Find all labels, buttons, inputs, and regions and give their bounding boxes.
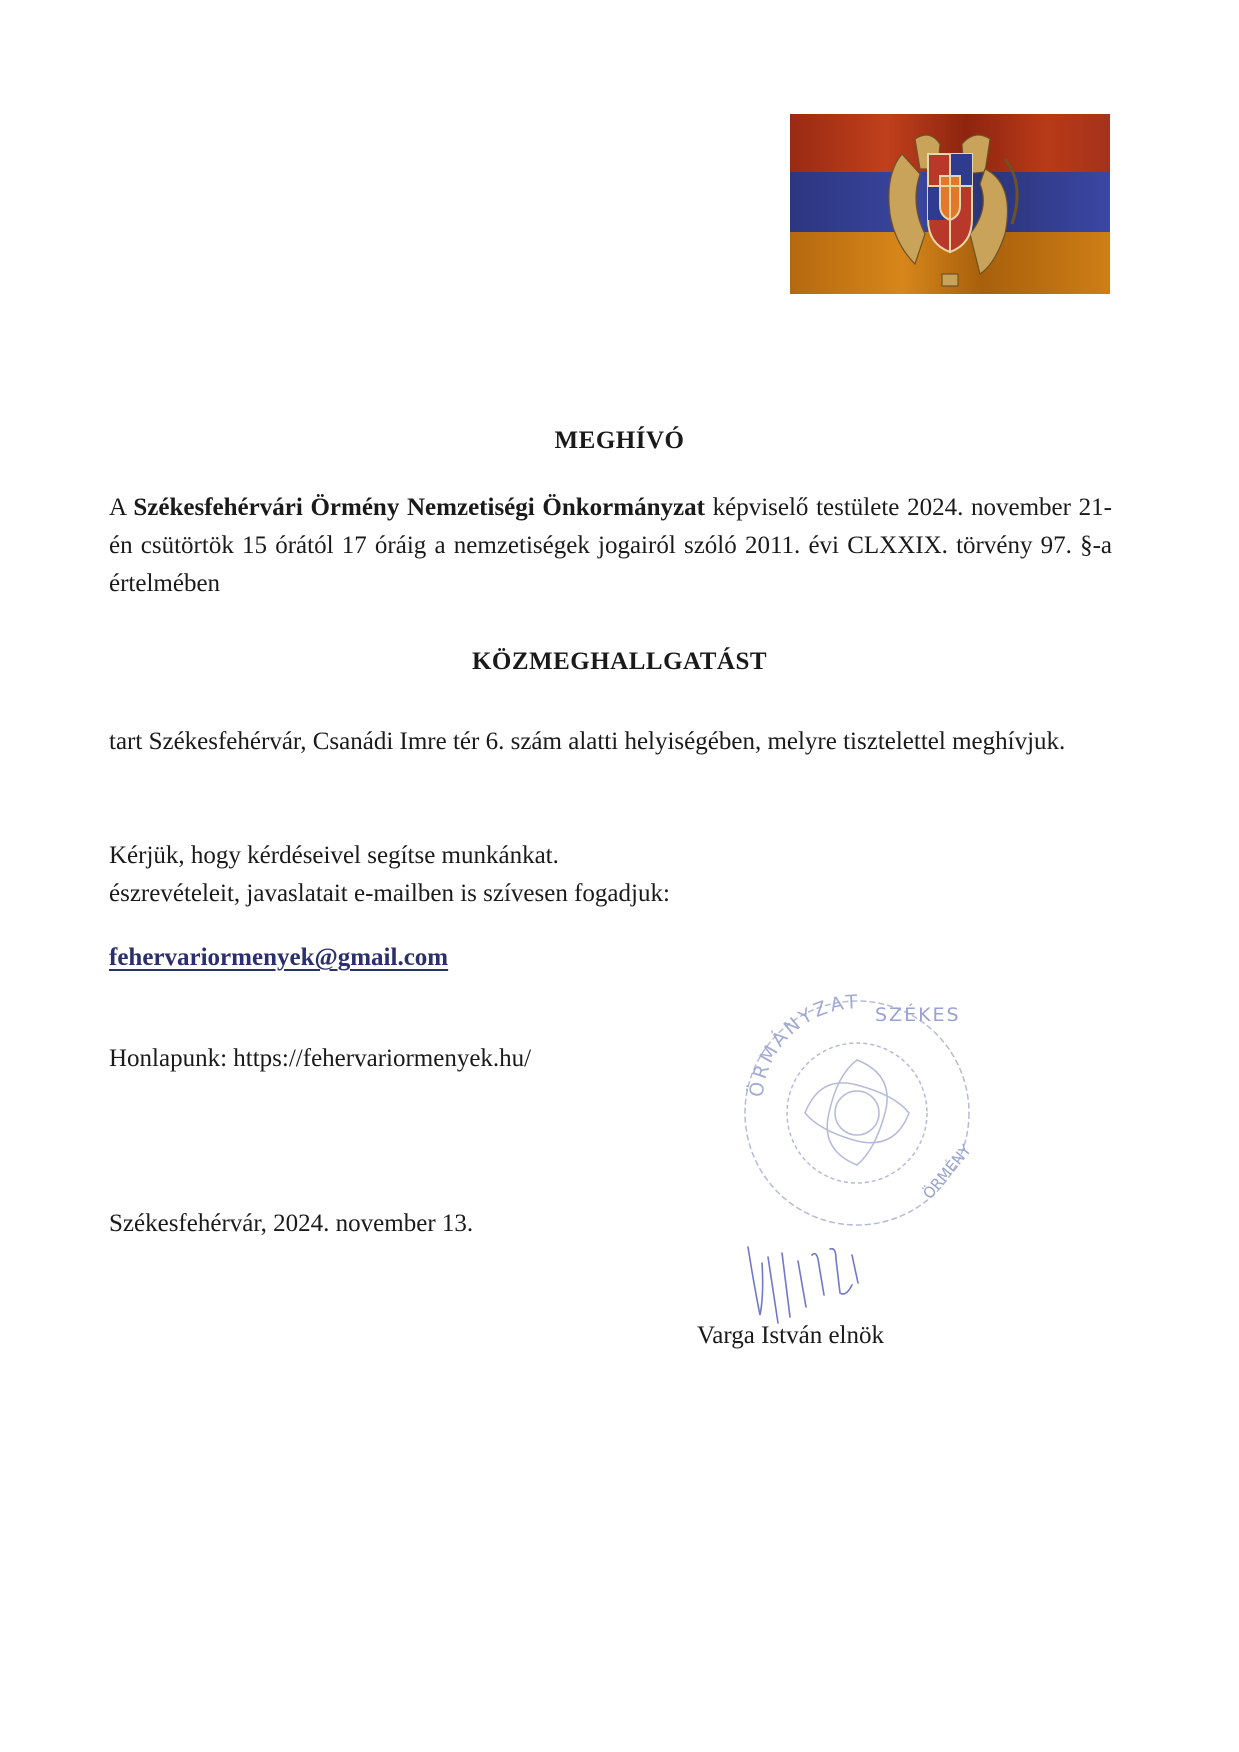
intro-prefix: A — [109, 494, 134, 521]
document-title: MEGHÍVÓ — [554, 427, 685, 454]
organization-name: Székesfehérvári Örmény Nemzetiségi Önkormányzat — [133, 494, 705, 521]
document-subtitle: KÖZMEGHALLGATÁST — [471, 648, 768, 675]
location-paragraph: tart Székesfehérvár, Csanádi Imre tér 6. szám alatti helyiségében, melyre tisztelettel meghívjuk. — [109, 728, 1066, 755]
intro-rest: képviselő testülete 2024. november 21-én csütörtök 15 órától 17 óráig a nemzetiségek jogairól szóló 2011. évi CLXXIX. törvény 97. §-a értelmében — [109, 494, 1112, 597]
armenian-flag-image — [790, 114, 1110, 294]
coat-of-arms-icon — [790, 114, 1110, 294]
signer-name: Varga István elnök — [697, 1322, 884, 1349]
website-line: Honlapunk: https://fehervariormenyek.hu/ — [109, 1045, 532, 1072]
stamp-text-right: ÖRMÉNY — [919, 1141, 975, 1203]
stamp-text-top: SZÉKES — [875, 1004, 961, 1026]
intro-paragraph — [109, 489, 1112, 603]
stamp-text: ÖRMÁNYZAT — [745, 991, 861, 1099]
request-line-1: Kérjük, hogy kérdéseivel segítse munkánkat. — [109, 842, 559, 869]
request-line-2: észrevételeit, javaslatait e-mailben is szívesen fogadjuk: — [109, 880, 670, 907]
date-line: Székesfehérvár, 2024. november 13. — [109, 1210, 474, 1237]
official-stamp-icon — [725, 985, 990, 1235]
email-link[interactable]: fehervariormenyek@gmail.com — [109, 944, 449, 971]
handwritten-signature — [740, 1235, 920, 1330]
